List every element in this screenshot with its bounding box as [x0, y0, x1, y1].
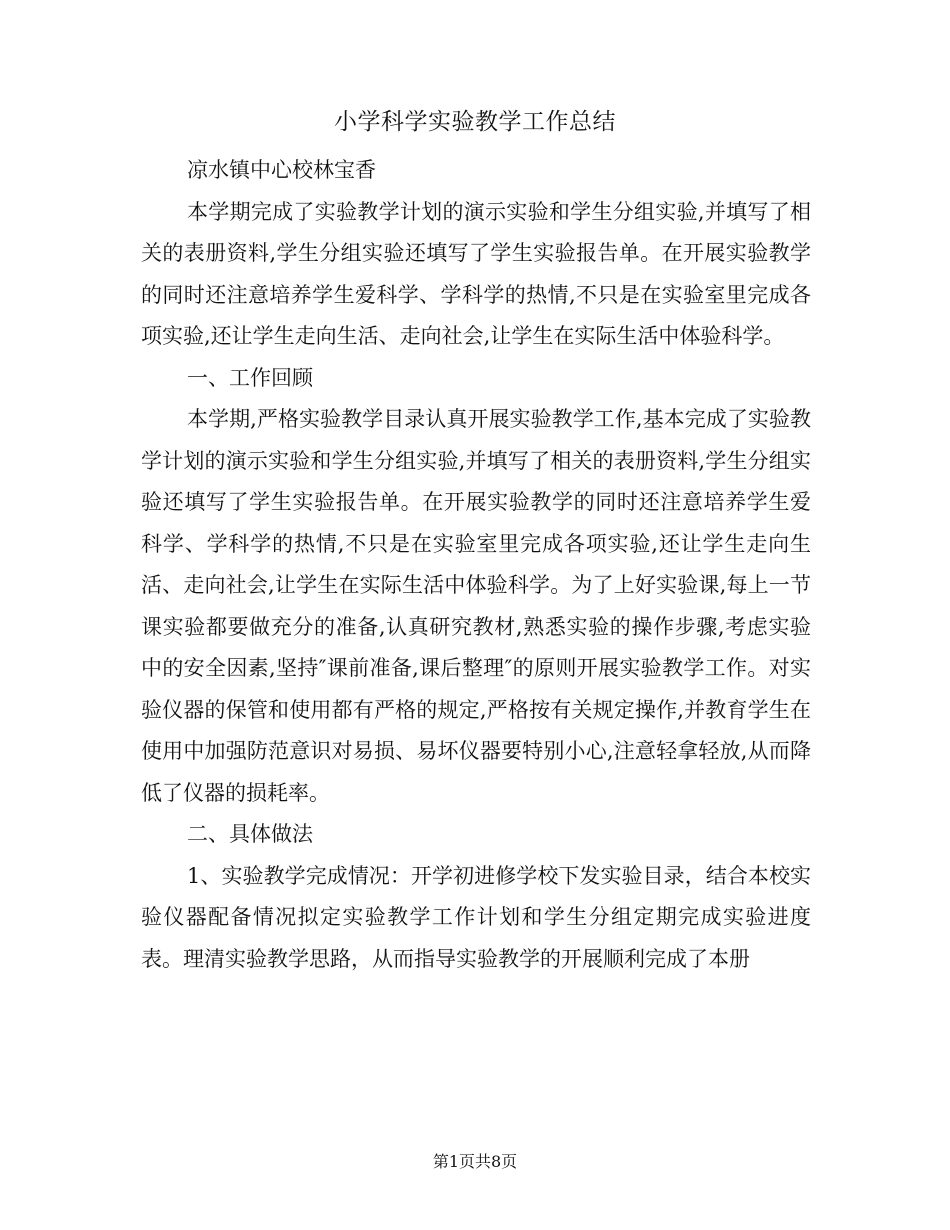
methods-paragraph: 1、实验教学完成情况：开学初进修学校下发实验目录，结合本校实验仪器配备情况拟定实验教学工作计划和学生分组定期完成实验进度表。理清实验教学思路，从而指导实验教学的开展顺利完成了本册	[141, 863, 811, 971]
document-body	[141, 150, 811, 980]
page-footer: 第1页共8页	[432, 1152, 518, 1171]
section-heading-review: 一、工作回顾	[187, 365, 313, 390]
author-line: 凉水镇中心校林宝香	[187, 158, 376, 182]
review-paragraph: 本学期,严格实验教学目录认真开展实验教学工作,基本完成了实验教学计划的演示实验和学生分组实验,并填写了相关的表册资料,学生分组实验还填写了学生实验报告单。在开展实验教学的同时还注意培养学生爱科学、学科学的热情,不只是在实验室里完成各项实验,还让学生走向生活、走向社会,让学生在实际生活中体验科学。为了上好实验课,每上一节课实验都要做充分的准备,认真研究教材,熟悉实验的操作步骤,考虑实验中的安全因素,坚持″课前准备,课后整理″的原则开展实验教学工作。对实验仪器的保管和使用都有严格的规定,严格按有关规定操作,并教育学生在使用中加强防范意识对易损、易坏仪器要特别小心,注意轻拿轻放,从而降低了仪器的损耗率。	[141, 407, 811, 805]
intro-paragraph: 本学期完成了实验教学计划的演示实验和学生分组实验,并填写了相关的表册资料,学生分组实验还填写了学生实验报告单。在开展实验教学的同时还注意培养学生爱科学、学科学的热情,不只是在实验室里完成各项实验,还让学生走向生活、走向社会,让学生在实际生活中体验科学。	[141, 199, 811, 348]
document-title: 小学科学实验教学工作总结	[334, 109, 616, 135]
section-heading-methods: 二、具体做法	[187, 822, 313, 846]
